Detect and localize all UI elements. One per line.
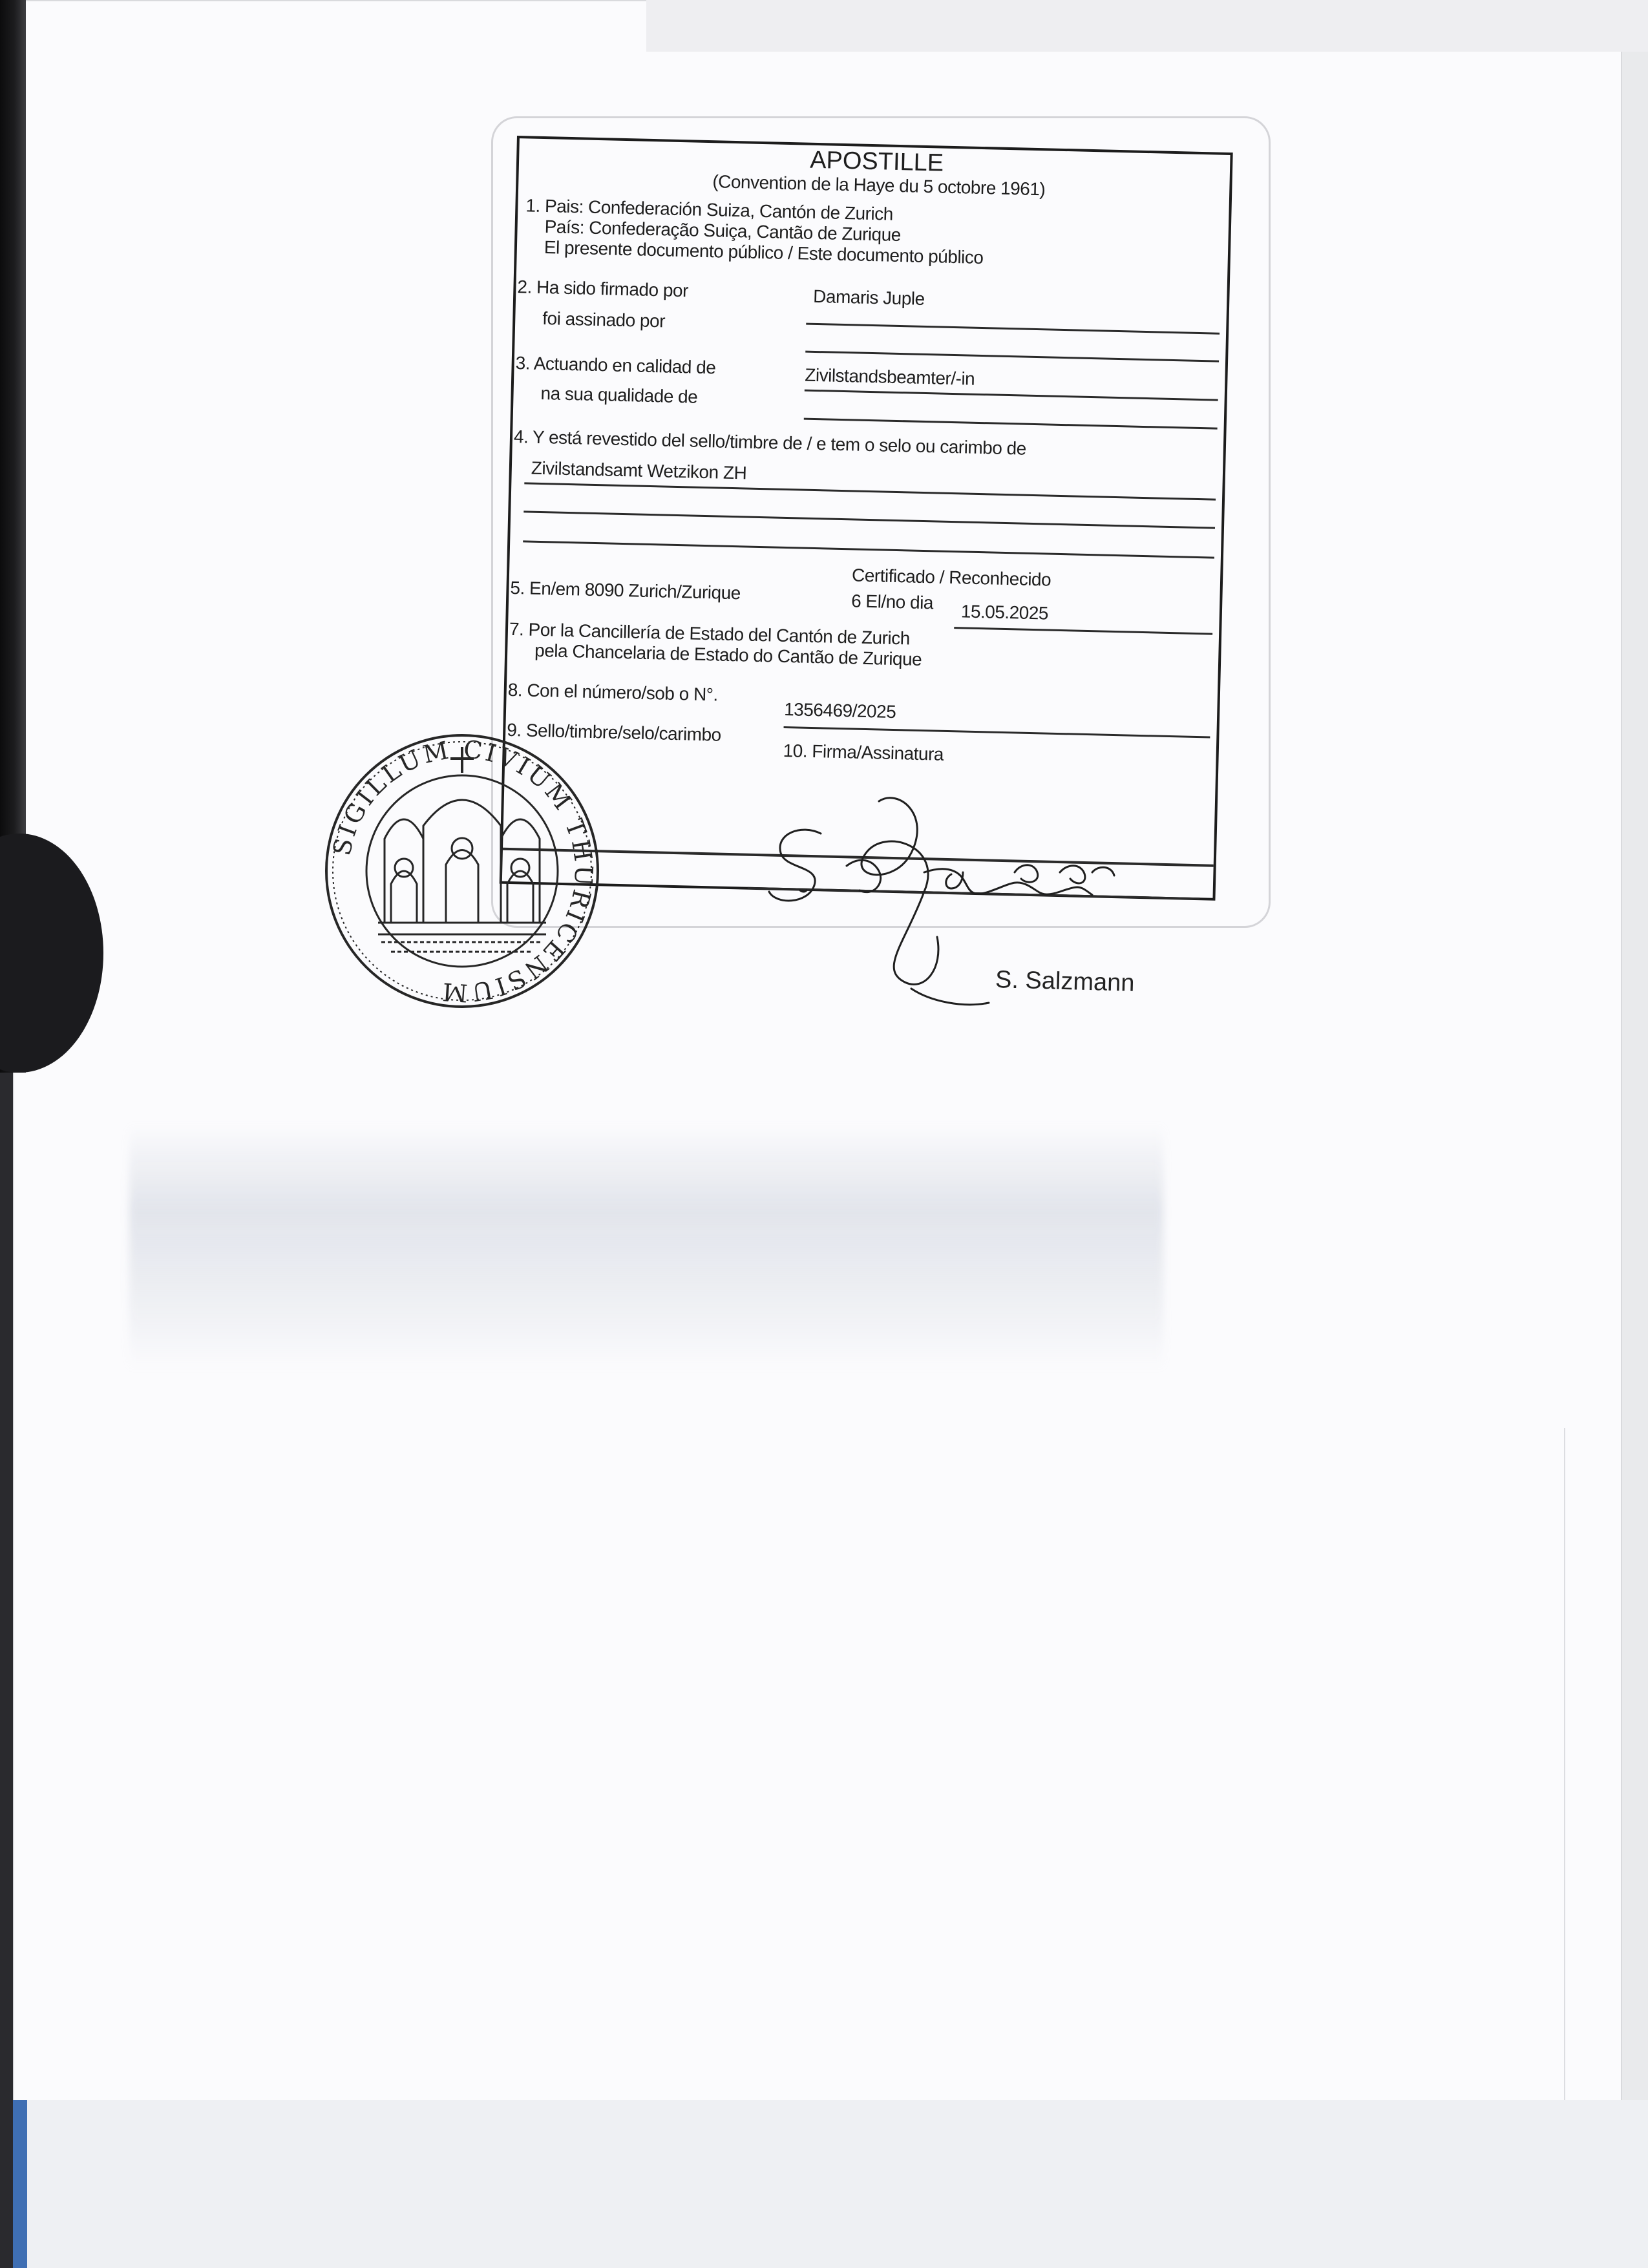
official-seal-icon: [320, 729, 604, 1013]
item4-rule-3: [523, 540, 1214, 558]
item6-date: 15.05.2025: [960, 601, 1049, 624]
seal-inscription: SIGILLUM CIVIUM THURICENSIUM: [327, 735, 598, 1007]
item4-label: 4. Y está revestido del sello/timbre de / e tem o selo ou carimbo de: [513, 426, 1027, 459]
item3-label-pt: na sua qualidade de: [540, 383, 698, 407]
item2-rule-2: [805, 351, 1219, 362]
scan-left-edge-lower: [0, 1073, 13, 2268]
item4-rule: [524, 482, 1216, 500]
item1-line1: 1. Pais: Confederación Suiza, Cantón de Zurich: [525, 195, 894, 224]
item2-label-pt: foi assinado por: [542, 308, 666, 331]
scan-top-edge: [646, 0, 1648, 52]
scan-smudge: [129, 1124, 1163, 1370]
item2-label-es: 2. Ha sido firmado por: [517, 277, 689, 301]
item1-line3: El presente documento público / Este documento público: [544, 237, 984, 268]
page-crease: [1564, 1428, 1565, 2139]
item4-value: Zivilstandsamt Wetzikon ZH: [531, 457, 747, 483]
apostille-title: APOSTILLE: [809, 146, 944, 177]
item3-rule: [805, 390, 1218, 401]
item6-rule: [954, 627, 1212, 635]
item9-label: 9. Sello/timbre/selo/carimbo: [506, 719, 722, 745]
signer-name: S. Salzmann: [995, 966, 1135, 997]
certified-label: Certificado / Reconhecido: [851, 565, 1051, 590]
item8-number: 1356469/2025: [783, 698, 896, 722]
item8-label: 8. Con el número/sob o N°.: [507, 679, 719, 705]
item2-value: Damaris Juple: [812, 286, 925, 309]
scan-bottom-area: [13, 2100, 1648, 2268]
item2-rule: [806, 323, 1220, 335]
item3-rule-2: [804, 418, 1218, 430]
item5-place: 5. En/em 8090 Zurich/Zurique: [510, 577, 741, 604]
item7-es: 7. Por la Cancillería de Estado del Cantón de Zurich: [509, 618, 911, 649]
item8-rule: [784, 726, 1210, 739]
item4-rule-2: [523, 510, 1215, 529]
item3-value: Zivilstandsbeamter/-in: [805, 364, 975, 389]
item6-label: 6 El/no dia: [850, 591, 934, 613]
item1-line2: País: Confederação Suiça, Cantão de Zurique: [544, 216, 902, 246]
scan-bottom-edge: [13, 2100, 27, 2268]
item3-label-es: 3. Actuando en calidad de: [515, 353, 716, 378]
apostille-convention: (Convention de la Haye du 5 octobre 1961): [712, 171, 1046, 200]
item10-label: 10. Firma/Assinatura: [783, 740, 944, 764]
item7-pt: pela Chancelaria de Estado do Cantão de Zurique: [534, 640, 922, 669]
